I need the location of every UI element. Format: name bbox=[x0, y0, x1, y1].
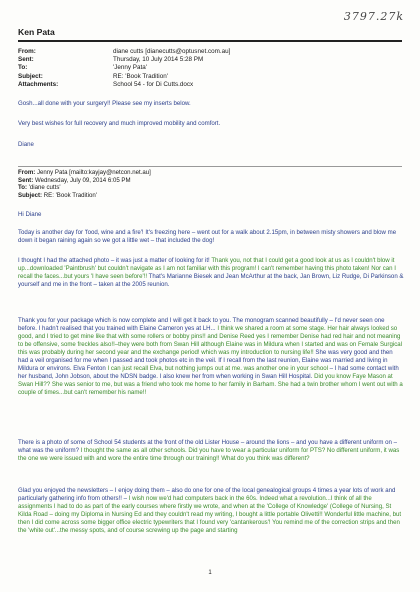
paragraph-5 bbox=[18, 487, 404, 535]
paragraph-2 bbox=[18, 257, 404, 289]
to-label: To: bbox=[18, 64, 28, 72]
fwd-to-value: 'diane cutts' bbox=[28, 184, 61, 192]
forward-rule bbox=[18, 166, 402, 167]
fwd-subject-label: Subject: bbox=[18, 192, 43, 200]
attachments-value: School 54 - for Di Cutts.docx bbox=[113, 80, 194, 88]
paragraph-4 bbox=[18, 439, 404, 463]
fwd-from-value: Jenny Pata [mailto:kayjay@netcon.net.au] bbox=[36, 169, 151, 176]
p3-part-3: – I had some contact with her husband, John Jobson, about the NDSN badge. I also knew her from when working in Swan Hill Hospital. bbox=[18, 365, 399, 381]
sent-label: Sent: bbox=[18, 56, 34, 64]
p3-part-1: Thank you for your package which is now complete and I will get it back to you. The monogram scanned beautifully – I'd never seen one before. I hadn't realised that you trained with Elaine Cameron yes at LH... bbox=[18, 317, 385, 333]
fwd-sent-label: Sent: bbox=[18, 176, 34, 184]
email-header bbox=[18, 48, 230, 89]
p2-inline-reply: Thank you, not that I could get a good look at us as I couldn't blow it up...downloaded 'Paintbrush' but couldn't navigate as I am not familiar with this program! I can't remember having this photo taken! Nor can I recall the faces...but yours 'I have seen before'!! bbox=[18, 257, 396, 281]
fwd-subject-value: RE: 'Book Tradition' bbox=[43, 192, 97, 200]
greeting: Hi Diane bbox=[18, 211, 42, 218]
from-label: From: bbox=[18, 48, 36, 55]
p3-inline-reply-1: I think we shared a room at some stage. Her hair always looked so good, and I tried to get mine like that with some rollers or bobby pins!! and Denise Reed yes I remember Denise had red hair and not meaning to be offensive, some freckles also!!–they were both from Swan Hill although Elaine was in Mildura when I started and was on Female Surgical this was probably during her second year and the exchange period! which was my introduction to nursing life!! bbox=[18, 325, 402, 357]
subject-label: Subject: bbox=[18, 72, 43, 80]
reply-line-2: Very best wishes for full recovery and much improved mobility and comfort. bbox=[18, 120, 221, 127]
to-value: 'Jenny Pata' bbox=[113, 64, 147, 72]
sent-value: Thursday, 10 July 2014 5:28 PM bbox=[113, 56, 204, 64]
page-number: 1 bbox=[208, 570, 212, 576]
p5-inline-reply: I wish now we'd had computers back in the 60s. Indeed what a revolution...I think of all the assignments I had to do as part of the early courses where firstly we wrote, and when at the 'College of Knowledge' (College of Nursing, St Kilda Road – doing my Diploma in Nursing Ed and they couldn't read my writing, I bought a little portable Olivetti!! Wonderful little machine, but then I did come across some bigger office electric typewriters that I found very 'cantankerous'! You remind me of the correction strips and then the 'white out'...the messy spots, and of course screwing up the page and starting bbox=[18, 495, 402, 535]
p2-part-2: That's Marianne Biesek and Jean McArthur at the back, Jan Brown, Liz Rudge, Di Parkinson & yourself and me in the front – taken at the 2005 reunion. bbox=[18, 273, 404, 289]
p3-inline-reply-2: I can just recall Elva, but nothing jumps out at me. was another one in your school bbox=[107, 365, 328, 373]
forwarded-header bbox=[18, 169, 151, 200]
p2-part-1: I thought I had the attached photo – it was just a matter of looking for it! bbox=[18, 257, 210, 264]
header-rule bbox=[18, 40, 402, 42]
fwd-to-label: To: bbox=[18, 184, 28, 192]
handwritten-reference: 3797.27k bbox=[343, 10, 404, 23]
from-value: diane cutts [dianecutts@optusnet.com.au] bbox=[113, 48, 231, 55]
paragraph-3 bbox=[18, 317, 404, 397]
paragraph-1: Today is another day for 'food, wine and a fire'! It's freezing here – went out for a walk about 2.15pm, in between misty showers and blow me down it began raining again so we got a little wet – that included the dog! bbox=[18, 229, 397, 245]
attachments-label: Attachments: bbox=[18, 80, 59, 88]
p3-inline-reply-3: Did you know Faye Mason at Swan Hill?? She was senior to me, but was a friend who took me home to her family in Barham. She had a twin brother whom I went out with a couple of times...but can't remember his name!! bbox=[18, 373, 403, 397]
p3-part-2: She was very good and then had a veil organised for me when I passed and took photos etc in the veil. If I recall from the last reunion, Elaine was married and living in Mildura or environs. Elva Fenton bbox=[18, 349, 393, 373]
sender-name: Ken Pata bbox=[18, 27, 55, 37]
subject-value: RE: 'Book Tradition' bbox=[113, 72, 168, 80]
fwd-sent-value: Wednesday, July 09, 2014 6:05 PM bbox=[34, 176, 131, 184]
fwd-from-label: From: bbox=[18, 169, 36, 176]
p5-part-1: Glad you enjoyed the newsletters – I enjoy doing them – also do one for one of the local genealogical groups 4 times a year lots of work and particularly gathering info from others!! – bbox=[18, 487, 396, 503]
reply-line-1: Gosh...all done with your surgery!! Please see my inserts below. bbox=[18, 100, 191, 107]
reply-signoff: Diane bbox=[18, 141, 34, 148]
p4-part-1: There is a photo of some of School 54 students at the front of the old Lister House – around the lions – and you have a different uniform on – what was the uniform? bbox=[18, 439, 397, 455]
p4-inline-reply: I thought the same as all other schools. Did you have to wear a particular uniform for PTS? No different uniform, it was the one we were issued with and wore the entire time through our training!! What do you think was different? bbox=[18, 447, 400, 463]
